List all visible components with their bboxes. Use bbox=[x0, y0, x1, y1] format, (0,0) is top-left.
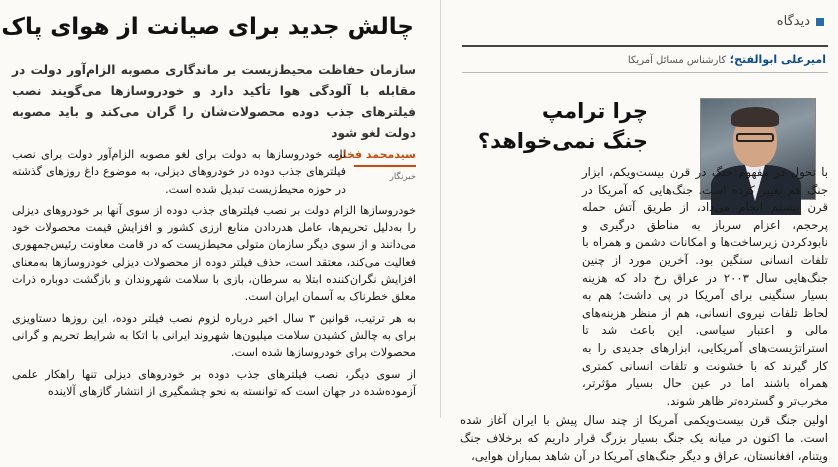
article-headline: چالش جدید برای صیانت از هوای پاک bbox=[1, 14, 414, 40]
opinion-title-line2: جنگ نمی‌خواهد؟ bbox=[477, 129, 648, 153]
opinion-paragraph: با تحول در مفهوم جنگ در قرن بیست‌ویکم، ابزار جنگ هم تغییر کرده است. جنگ‌هایی که آمریکا در قرن بیستم انجام می‌داد، از طریق آتش حمله پرحجم، اعزام سرباز به مناطق درگیری و نابودکردن زیرساخت‌ها و امکانات دشمن و همراه با تلفات انسانی سنگین بود. آخرین مورد از چنین جنگ‌هایی سال ۲۰۰۳ در عراق رخ داد که هزینه بسیار سنگینی برای آمریکا در پی داشت؛ هم به لحاظ تلفات نیروی انسانی، هم از منظر هزینه‌های مالی و اعتبار سیاسی. این باعث شد تا استراتژیست‌های آمریکایی، ابزارهای جدیدی را به کار گیرند که با خشونت و تلفات انسانی کمتری همراه باشند اما در عین حال بسیار مؤثرتر، مخرب‌تر و گسترده‌تر ظاهر شوند. bbox=[582, 165, 828, 408]
author-line bbox=[628, 53, 826, 66]
article-paragraph: به هر ترتیب، قوانین ۳ سال اخیر درباره لزوم نصب فیلتر دوده، این روزها دستاویزی برای به چالش کشیدن سلامت میلیون‌ها شهروند ایرانی با اتکا به شرایط تحریم و گرانی محصولات برای خودروسازها شده است. bbox=[12, 311, 416, 360]
section-rule bbox=[462, 45, 828, 47]
byline bbox=[336, 146, 416, 183]
author-rule bbox=[462, 72, 828, 73]
article-lead: سازمان حفاظت محیط‌زیست بر ماندگاری مصوبه الزام‌آور دولت در مقابله با آلودگی هوا تأکید دارد و خودروسازها می‌گویند نصب فیلترهای جذب دوده محصولات‌شان را گران می‌کند و باید مصوبه دولت لغو شود bbox=[12, 63, 416, 140]
article-body bbox=[12, 146, 416, 404]
column-divider bbox=[440, 0, 441, 418]
section-marker-icon bbox=[816, 18, 824, 26]
opinion-paragraph: اولین جنگ قرن بیست‌ویکمی آمریکا از چند سال پیش با ایران آغاز شده است. ما اکنون در میانه یک جنگ بسیار بزرگ قرار داریم که برخلاف جنگ ویتنام، افغانستان، عراق و دیگر جنگ‌های آمریکا در آن شاهد بمباران هوایی، bbox=[460, 413, 828, 463]
opinion-title-line1: چرا ترامپ bbox=[541, 99, 648, 123]
section-label: دیدگاه bbox=[776, 14, 810, 29]
article-paragraph: خودروسازها الزام دولت بر نصب فیلترهای جذب دوده از سوی آنها بر خودروهای دیزلی را به‌دلیل تحریم‌ها، عامل هدردادن منابع ارزی کشور و افزایش قیمت محصولات خود می‌دانند و از سوی دیگر سازمان متولی محیط‌زیست که در قامت معاونت رئیس‌جمهوری فعالیت می‌کند، معتقد است، حذف فیلتر دوده از محصولات دیزلی خودروسازها به‌معنای افزایش نگران‌کننده ابتلا به سرطان، بازی با سلامت شهروندان و بازگشت دوباره ذرات معلق خطرناک به آسمان ایران است. bbox=[12, 203, 416, 304]
article-paragraph: نامه خودروسازها به دولت برای لغو مصوبه الزام‌آور دولت برای نصب فیلترهای جذب دوده در خودروهای دیزلی، به موضوع داغ روزهای گذشته در حوزه محیط‌زیست تبدیل شده است. bbox=[12, 148, 346, 196]
article-paragraph: از سوی دیگر، نصب فیلترهای جذب دوده بر خودروهای دیزلی تنها راهکار علمی آزموده‌شده در جهان است که توانسته به نحو چشمگیری از انتشار گازهای آلاینده bbox=[12, 367, 416, 398]
author-role: کارشناس مسائل آمریکا bbox=[627, 55, 727, 66]
author-name: امیرعلی ابوالفتح؛ bbox=[729, 53, 826, 66]
opinion-body bbox=[460, 164, 828, 467]
news-article bbox=[0, 0, 440, 418]
byline-role: خبرنگار bbox=[389, 172, 416, 183]
opinion-column bbox=[450, 0, 838, 463]
opinion-title bbox=[468, 96, 648, 156]
byline-name: سیدمحمد فخار bbox=[354, 146, 416, 167]
section-header bbox=[464, 14, 828, 29]
